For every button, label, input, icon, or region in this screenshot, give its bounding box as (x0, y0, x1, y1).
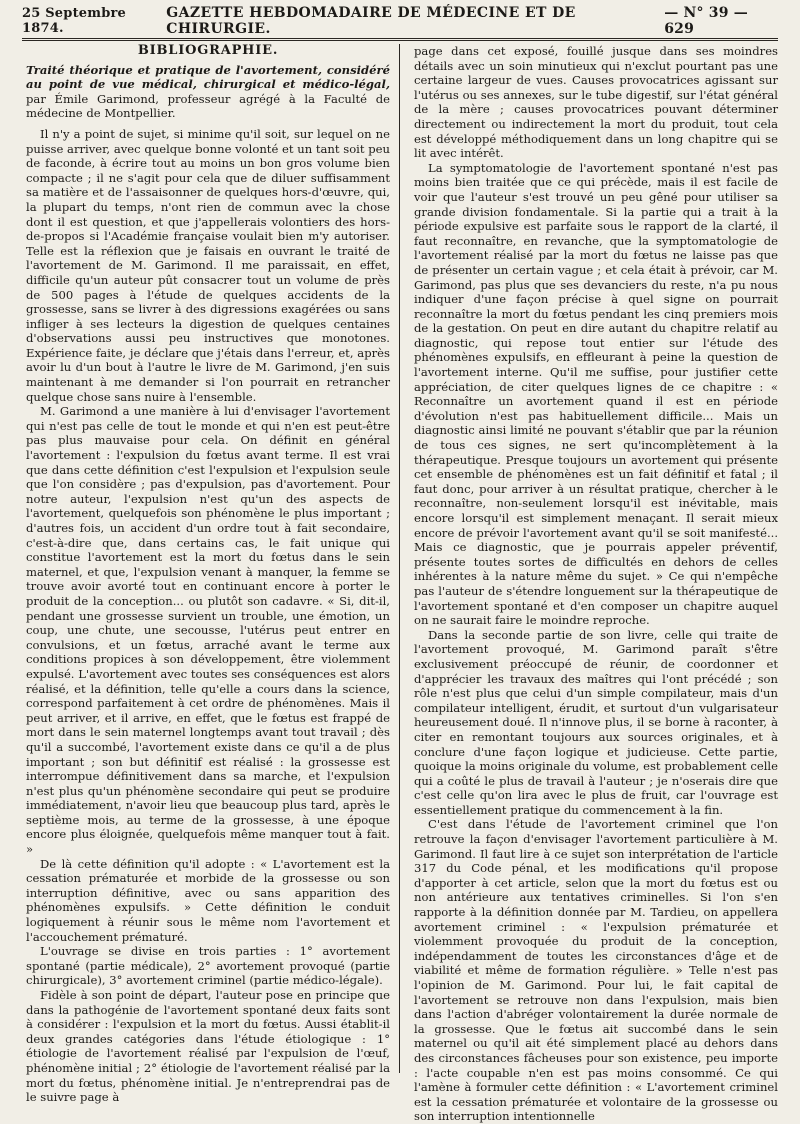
left-column (26, 43, 390, 1105)
header-date: 25 Septembre 1874. (22, 6, 127, 36)
header-rule (22, 38, 778, 41)
paragraph: Dans la seconde partie de son livre, celle qui traite de l'avortement provoqué, M. Garimond paraît s'être exclusivement préoccupé de réunir, de coordonner et d'apprécier les travaux des maîtres qui l'ont précédé ; son rôle n'est plus que celui d'un simple compilateur, mais d'un compilateur intelligent, érudit, et surtout d'un vulgarisateur heureusement doué. Il n'innove plus, il se borne à raconter, à citer en remontant toujours aux sources originales, et à conclure d'une façon logique et judicieuse. Cette partie, quoique la moins originale du volume, est probablement celle qui a coûté le plus de travail à l'auteur ; je n'oserais dire que c'est celle qu'on lira avec le plus de fruit, car l'ouvrage est essentiellement pratique du commencement à la fin. (414, 627, 778, 817)
book-author: par Émile Garimond, professeur agrégé à la Faculté de médecine de Montpellier. (26, 91, 390, 121)
column-divider (399, 44, 400, 1073)
book-title: Traité théorique et pratique de l'avortement, considéré au point de vue médical, chirurgical et médico-légal, (26, 62, 390, 92)
paragraph: De là cette définition qu'il adopte : « L'avortement est la cessation prématurée et morbide de la grossesse ou son interruption définitive, avec ou sans apparition des phénomènes expulsifs. » Cette définition le conduit logiquement à réunir sous le même nom l'avortement et l'accouchement prématuré. (26, 856, 390, 944)
paragraph: La symptomatologie de l'avortement spontané n'est pas moins bien traitée que ce qui précède, mais il est facile de voir que l'auteur s'est trouvé un peu gêné pour utiliser sa grande division fondamentale. Si la partie qui a trait à la période expulsive est parfaite sous le rapport de la clarté, il faut reconnaître, en revanche, que la symptomatologie de l'avortement réalisé par la mort du fœtus ne laisse pas que de présenter un certain vague ; et cela était à prévoir, car M. Garimond, pas plus que ses devanciers du reste, n'a pu nous indiquer d'une façon précise à quel signe on pourrait reconnaître la mort du fœtus pendant les cinq premiers mois de la gestation. On peut en dire autant du chapitre relatif au diagnostic, qui repose tout entier sur l'étude des phénomènes expulsifs, en effleurant à peine la question de l'avortement interne. Qu'il me suffise, pour justifier cette appréciation, de citer quelques lignes de ce chapitre : « Reconnaître un avortement quand il est en période d'évolution n'est pas habituellement difficile... Mais un diagnostic ainsi limité ne pouvant s'établir que par la réunion de tous ces signes, ne sert qu'incomplètement à la thérapeutique. Presque toujours un avortement qui présente cet ensemble de phénomènes est un fait définitif et fatal ; il faut donc, pour arriver à un résultat pratique, chercher à le reconnaître, non-seulement lorsqu'il est inévitable, mais encore lorsqu'il est simplement menaçant. Il serait mieux encore de prévoir l'avortement avant qu'il se soit manifesté... Mais ce diagnostic, que je pourrais appeler préventif, présente toutes sortes de difficultés en dehors de celles inhérentes à la nature même du sujet. » Ce qui n'empêche pas l'auteur de s'étendre longuement sur la thérapeutique de l'avortement spontané et d'en composer un chapitre auquel on ne saurait faire le moindre reproche. (414, 160, 778, 628)
header-issue-page: — N° 39 — 629 (664, 5, 748, 37)
book-citation (26, 63, 390, 121)
paragraph: page dans cet exposé, fouillé jusque dans ses moindres détails avec un soin minutieux qui n'exclut pourtant pas une certaine largeur de vues. Causes provocatrices agissant sur l'utérus ou ses annexes, sur le tube digestif, sur l'état général de la mère ; causes provocatrices pouvant déterminer directement ou indirectement la mort du produit, tout cela est développé méthodiquement dans un long chapitre qui se lit avec intérêt. (414, 44, 778, 161)
paragraph: M. Garimond a une manière à lui d'envisager l'avortement qui n'est pas celle de tout le monde et qui n'en est peut-être pas plus mauvaise pour cela. On définit en général l'avortement : l'expulsion du fœtus avant terme. Il est vrai que dans cette définition c'est l'expulsion et l'expulsion seule que l'on considère ; pas d'expulsion, pas d'avortement. Pour notre auteur, l'expulsion n'est qu'un des aspects de l'avortement, quelquefois son phénomène le plus important ; d'autres fois, un accident d'un ordre tout à fait secondaire, c'est-à-dire que, dans certains cas, le fait unique qui constitue l'avortement est la mort du fœtus dans le sein maternel, et que, l'expulsion venant à manquer, la femme se trouve avoir avorté tout en continuant encore à porter le produit de la conception... ou plutôt son cadavre. « Si, dit-il, pendant une grossesse survient un trouble, une émotion, un coup, une chute, une secousse, l'utérus peut entrer en convulsions, et un fœtus, arraché avant le terme aux conditions propices à son développement, être violemment expulsé. L'avortement avec toutes ses conséquences est alors réalisé, et la définition, telle qu'elle a cours dans la science, correspond parfaitement à cet ordre de phénomènes. Mais il peut arriver, et il arrive, en effet, que le fœtus est frappé de mort dans le sein maternel longtemps avant tout travail ; dès qu'il a succombé, l'avortement existe dans ce qu'il a de plus important ; son but définitif est réalisé : la grossesse est interrompue définitivement dans sa marche, et l'expulsion n'est plus qu'un phénomène secondaire qui peut se produire immédiatement, n'avoir lieu que beaucoup plus tard, après le septième mois, au terme de la grossesse, à une époque encore plus éloignée, quelquefois même manquer tout à fait. » (26, 404, 390, 857)
right-column (414, 44, 778, 1124)
paragraph: C'est dans l'étude de l'avortement criminel que l'on retrouve la façon d'envisager l'avortement particulière à M. Garimond. Il faut lire à ce sujet son interprétation de l'article 317 du Code pénal, et les modifications qu'il propose d'apporter à cet article, selon que la mort du fœtus est ou non antérieure aux tentatives criminelles. Si l'on s'en rapporte à la définition donnée par M. Tardieu, on appellera avortement criminel : « l'expulsion prématurée et violemment provoquée du produit de la conception, indépendamment de toutes les circonstances d'âge et de viabilité et même de formation régulière. » Telle n'est pas l'opinion de M. Garimond. Pour lui, le fait capital de l'avortement se retrouve non dans l'expulsion, mais bien dans l'action d'abréger volontairement la durée normale de la grossesse. Que le fœtus ait succombé dans le sein maternel ou qu'il ait été simplement placé au dehors dans des circonstances fâcheuses pour son existence, peu importe : l'acte coupable n'en est pas moins consommé. Ce qui l'amène à formuler cette définition : « L'avortement criminel est la cessation prématurée et volontaire de la grossesse ou son interruption intentionnelle (414, 817, 778, 1124)
paragraph: Il n'y a point de sujet, si minime qu'il soit, sur lequel on ne puisse arriver, avec quelque bonne volonté et un tant soit peu de faconde, à écrire tout au moins un bon gros volume bien compacte ; il ne s'agit pour cela que de diluer suffisamment sa matière et de l'assaisonner de quelques hors-d'œuvre, qui, la plupart du temps, n'ont rien de commun avec la chose dont il est question, et que j'appellerais volontiers des hors-de-propos si l'Académie française voulait bien m'y autoriser. Telle est la réflexion que je faisais en ouvrant le traité de l'avortement de M. Garimond. Il me paraissait, en effet, difficile qu'un auteur pût consacrer tout un volume de près de 500 pages à l'étude de quelques accidents de la grossesse, sans se livrer à des digressions exagérées ou sans infliger à ses lecteurs la digestion de quelques centaines d'observations aussi peu instructives que monotones. Expérience faite, je déclare que j'étais dans l'erreur, et, après avoir lu d'un bout à l'autre le livre de M. Garimond, j'en suis maintenant à me demander si l'on pourrait en retrancher quelque chose sans nuire à l'ensemble. (26, 126, 390, 404)
paragraph: Fidèle à son point de départ, l'auteur pose en principe que dans la pathogénie de l'avortement spontané deux faits sont à considérer : l'expulsion et la mort du fœtus. Aussi établit-il deux grandes catégories dans l'étude étiologique : 1° étiologie de l'avortement réalisé par l'expulsion de l'œuf, phénomène initial ; 2° étiologie de l'avortement réalisé par la mort du fœtus, phénomène initial. Je n'entreprendrai pas de le suivre page à (26, 988, 390, 1105)
page-header (22, 6, 778, 36)
header-title: GAZETTE HEBDOMADAIRE DE MÉDECINE ET DE CHIRURGIE. (166, 5, 576, 37)
paragraph: L'ouvrage se divise en trois parties : 1° avortement spontané (partie médicale), 2° avortement provoqué (partie chirurgicale), 3° avortement criminel (partie médico-légale). (26, 944, 390, 988)
section-title: BIBLIOGRAPHIE. (137, 43, 279, 58)
